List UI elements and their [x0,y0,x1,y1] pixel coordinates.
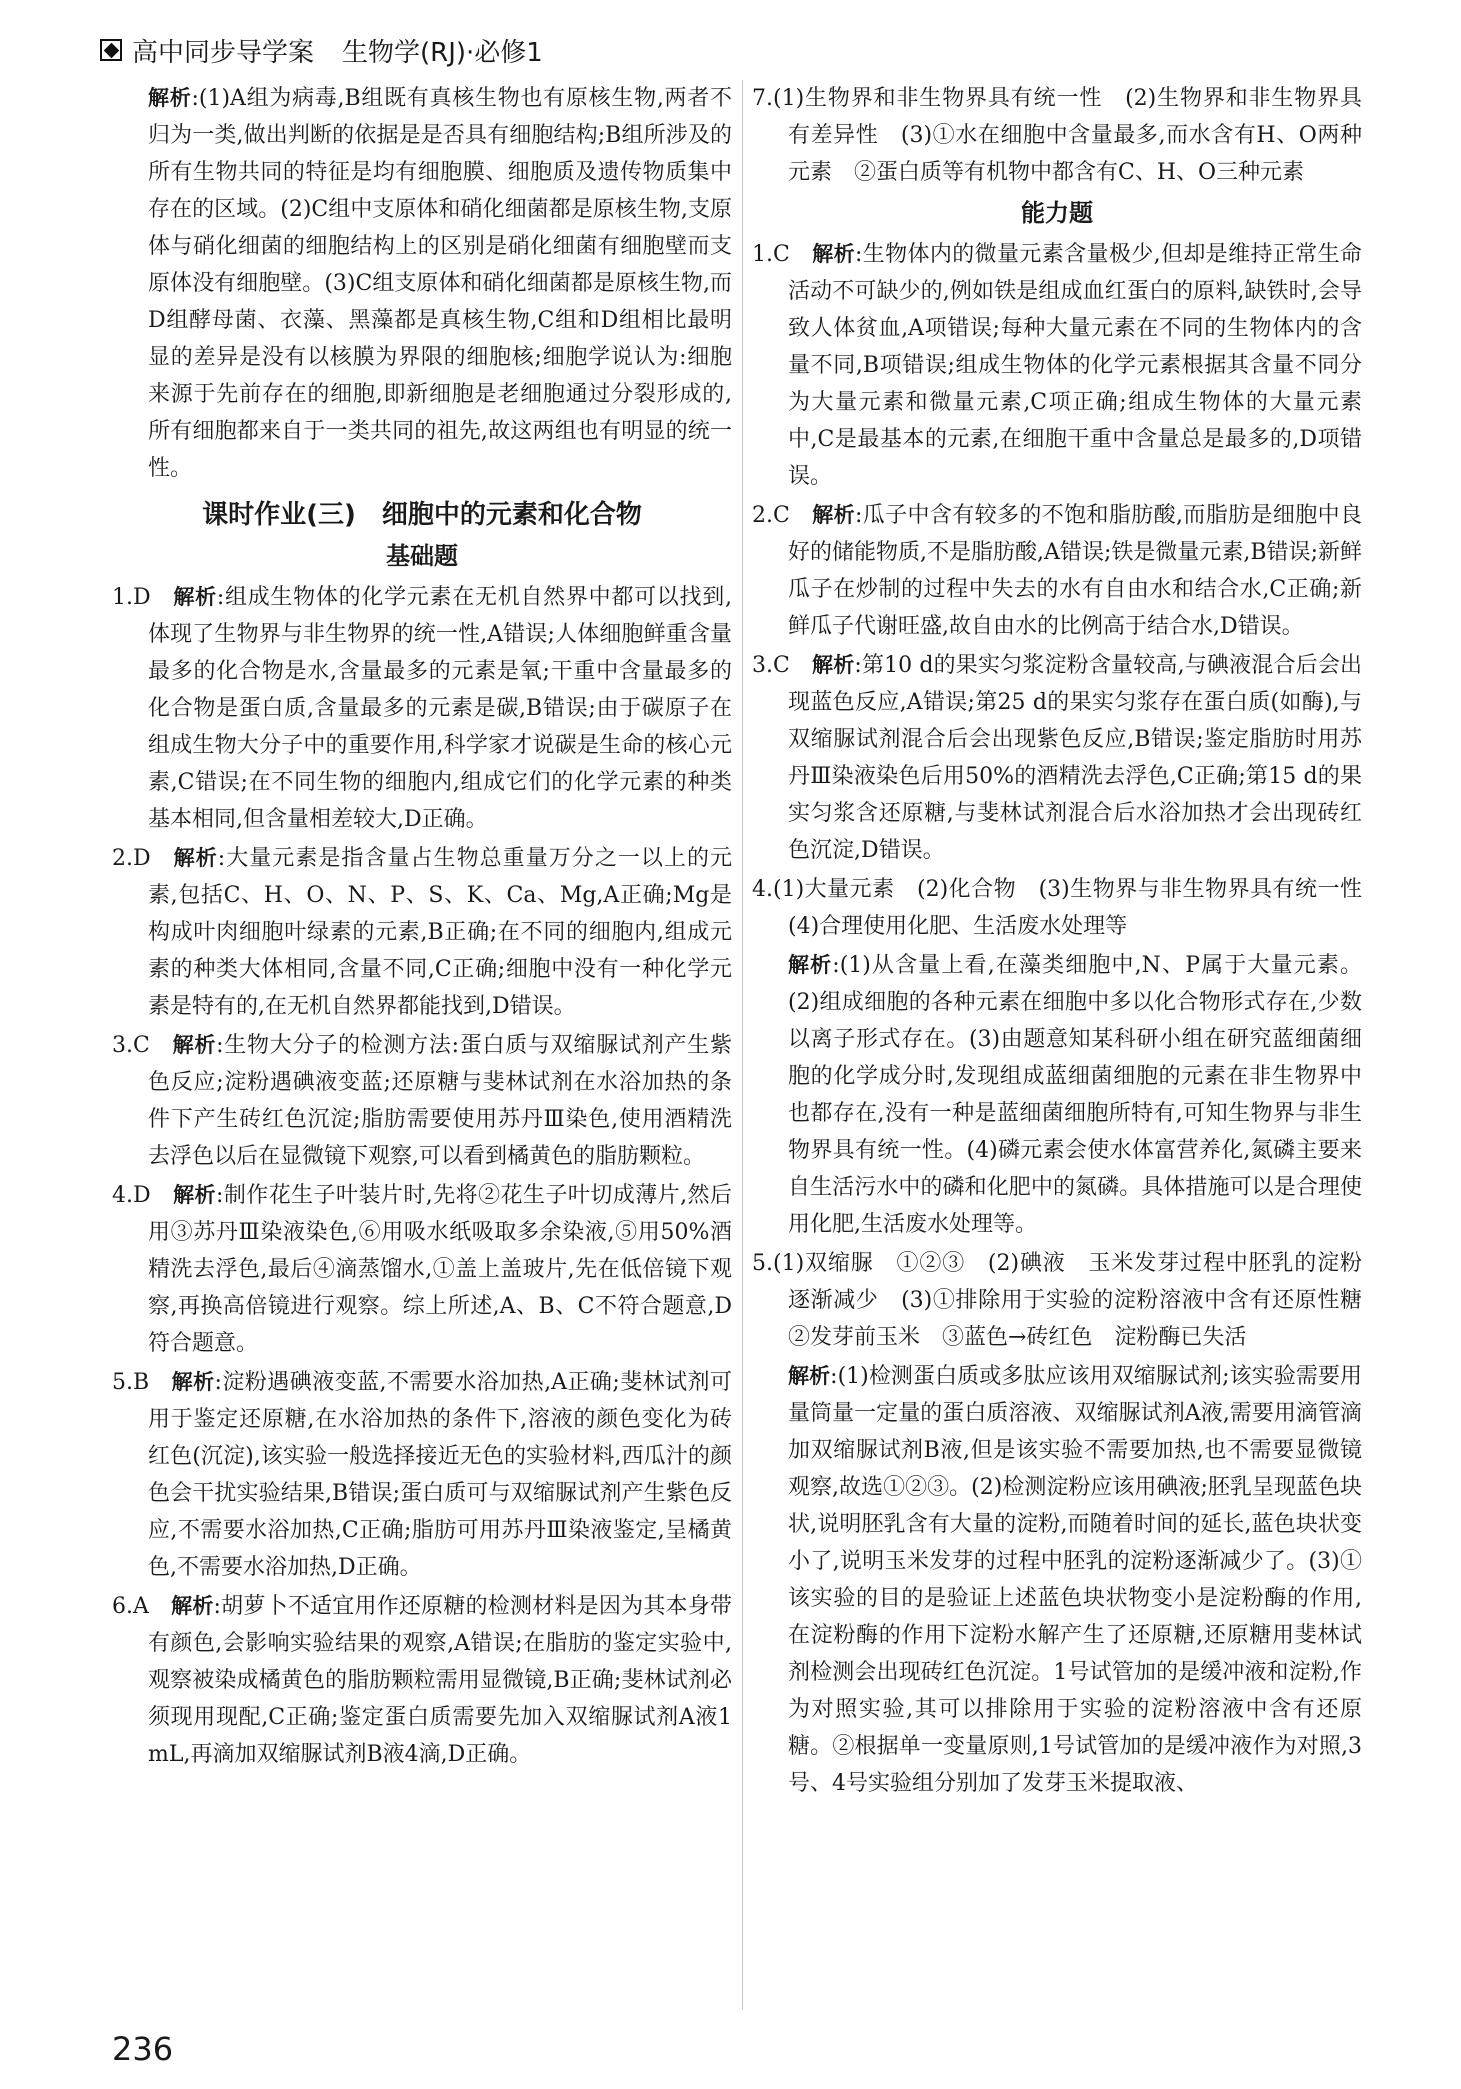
answer-item: 5.B 解析:淀粉遇碘液变蓝,不需要水浴加热,A正确;斐林试剂可用于鉴定还原糖,在水浴加热的条件下,溶液的颜色变化为砖红色(沉淀),该实验一般选择接近无色的实验材料,西瓜汁的颜色会干扰实验结果,B错误;蛋白质可与双缩脲试剂产生紫色反应,不需要水浴加热,C正确;脂肪可用苏丹Ⅲ染液鉴定,呈橘黄色,不需要水浴加热,D正确。 [112,1370,733,1580]
analysis-item-4: 解析:(1)从含量上看,在藻类细胞中,N、P属于大量元素。(2)组成细胞的各种元素在细胞中多以化合物形式存在,少数以离子形式存在。(3)由题意知某科研小组在研究蓝细菌细胞的化学成分时,发现组成蓝细菌细胞的元素在非生物界中也都存在,没有一种是蓝细菌细胞所特有,可知生物界与非生物界具有统一性。(4)磷元素会使水体富营养化,氮磷主要来自生活污水中的磷和化肥中的氮磷。具体措施可以是合理使用化肥,生活废水处理等。 [788,953,1362,1237]
answer-item: 1.D 解析:组成生物体的化学元素在无机自然界中都可以找到,体现了生物界与非生物界的统一性,A错误;人体细胞鲜重含量最多的化合物是水,含量最多的元素是氧;干重中含量最多的化合物是蛋白质,含量最多的元素是碳,B错误;由于碳原子在组成生物大分子中的重要作用,科学家才说碳是生命的核心元素,C错误;在不同生物的细胞内,组成它们的化学元素的种类基本相同,但含量相差较大,D正确。 [112,585,732,832]
answer-item-5: 5.(1)双缩脲 ①②③ (2)碘液 玉米发芽过程中胚乳的淀粉逐渐减少 (3)①排除用于实验的淀粉溶液中含有还原性糖 ②发芽前玉米 ③蓝色→砖红色 淀粉酶已失活 [752,1251,1385,1350]
answer-item: 1.C 解析:生物体内的微量元素含量极少,但却是维持正常生命活动不可缺少的,例如铁是组成血红蛋白的原料,缺铁时,会导致人体贫血,A项错误;每种大量元素在不同的生物体内的含量不同,B项错误;组成生物体的化学元素根据其含量不同分为大量元素和微量元素,C项正确;组成生物体的大量元素中,C是最基本的元素,在细胞干重中含量总是最多的,D项错误。 [752,242,1362,489]
subject-title: 生物学(RJ)·必修1 [342,37,543,68]
subsection-title: 基础题 [386,542,458,570]
section-title: 课时作业(三) 细胞中的元素和化合物 [202,500,642,530]
subsection-title-ability: 能力题 [1021,199,1093,227]
right-column [752,80,1385,1804]
answer-item-7: 7.(1)生物界和非生物界具有统一性 (2)生物界和非生物界具有差异性 (3)①水在细胞中含量最多,而水含有H、O两种元素 ②蛋白质等有机物中都含有C、H、O三种元素 [752,86,1362,185]
answer-item: 6.A 解析:胡萝卜不适宜用作还原糖的检测材料是因为其本身带有颜色,会影响实验结果的观察,A错误;在脂肪的鉴定实验中,观察被染成橘黄色的脂肪颗粒需用显微镜,B正确;斐林试剂必须现用现配,C正确;鉴定蛋白质需要先加入双缩脲试剂A液1 mL,再滴加双缩脲试剂B液4滴,D正确。 [112,1594,732,1767]
page-number: 236 [112,2030,174,2068]
left-column [112,80,732,1775]
book-title: 高中同步导学案 [132,37,315,68]
answer-item: 3.C 解析:生物大分子的检测方法:蛋白质与双缩脲试剂产生紫色反应;淀粉遇碘液变蓝;还原糖与斐林试剂在水浴加热的条件下产生砖红色沉淀;脂肪需要使用苏丹Ⅲ染色,使用酒精洗去浮色以后在显微镜下观察,可以看到橘黄色的脂肪颗粒。 [112,1033,733,1169]
answer-item: 2.C 解析:瓜子中含有较多的不饱和脂肪酸,而脂肪是细胞中良好的储能物质,不是脂肪酸,A错误;铁是微量元素,B错误;新鲜瓜子在炒制的过程中失去的水有自由水和结合水,C正确;新鲜瓜子代谢旺盛,故自由水的比例高于结合水,D错误。 [752,503,1362,639]
answer-item: 3.C 解析:第10 d的果实匀浆淀粉含量较高,与碘液混合后会出现蓝色反应,A错误;第25 d的果实匀浆存在蛋白质(如酶),与双缩脲试剂混合后会出现紫色反应,B错误;鉴定脂肪时用苏丹Ⅲ染液染色后用50%的酒精洗去浮色,C正确;第15 d的果实匀浆含还原糖,与斐林试剂混合后水浴加热才会出现砖红色沉淀,D错误。 [752,653,1362,863]
answer-item: 4.D 解析:制作花生子叶装片时,先将②花生子叶切成薄片,然后用③苏丹Ⅲ染液染色,⑥用吸水纸吸取多余染液,⑤用50%酒精洗去浮色,最后④滴蒸馏水,①盖上盖玻片,先在低倍镜下观察,再换高倍镜进行观察。综上所述,A、B、C不符合题意,D符合题意。 [112,1183,732,1356]
column-divider [742,80,743,2010]
analysis-item-5: 解析:(1)检测蛋白质或多肽应该用双缩脲试剂;该实验需要用量筒量一定量的蛋白质溶液、双缩脲试剂A液,需要用滴管滴加双缩脲试剂B液,但是该实验不需要加热,也不需要显微镜观察,故选①②③。(2)检测淀粉应该用碘液;胚乳呈现蓝色块状,说明胚乳含有大量的淀粉,而随着时间的延长,蓝色块状变小了,说明玉米发芽的过程中胚乳的淀粉逐渐减少了。(3)①该实验的目的是验证上述蓝色块状物变小是淀粉酶的作用,在淀粉酶的作用下淀粉水解产生了还原糖,还原糖用斐林试剂检测会出现砖红色沉淀。1号试管加的是缓冲液和淀粉,作为对照实验,其可以排除用于实验的淀粉溶液中含有还原糖。②根据单一变量原则,1号试管加的是缓冲液作为对照,3号、4号实验组分别加了发芽玉米提取液、 [788,1364,1363,1796]
diamond-icon [100,39,122,61]
intro-paragraph: 解析:(1)A组为病毒,B组既有真核生物也有原核生物,两者不归为一类,做出判断的依据是是否具有细胞结构;B组所涉及的所有生物共同的特征是均有细胞膜、细胞质及遗传物质集中存在的区域。(2)C组中支原体和硝化细菌都是原核生物,支原体与硝化细菌的细胞结构上的区别是硝化细菌有细胞壁而支原体没有细胞壁。(3)C组支原体和硝化细菌都是原核生物,而D组酵母菌、衣藻、黑藻都是真核生物,C组和D组相比最明显的差异是没有以核膜为界限的细胞核;细胞学说认为:细胞来源于先前存在的细胞,即新细胞是老细胞通过分裂形成的,所有细胞都来自于一类共同的祖先,故这两组也有明显的统一性。 [148,86,732,481]
answer-item: 2.D 解析:大量元素是指含量占生物总重量万分之一以上的元素,包括C、H、O、N、P、S、K、Ca、Mg,A正确;Mg是构成叶肉细胞叶绿素的元素,B正确;在不同的细胞内,组成元素的种类大体相同,含量不同,C正确;细胞中没有一种化学元素是特有的,在无机自然界都能找到,D错误。 [112,846,733,1019]
running-header [100,30,543,70]
answer-item-4: 4.(1)大量元素 (2)化合物 (3)生物界与非生物界具有统一性 (4)合理使用化肥、生活废水处理等 [752,877,1385,939]
